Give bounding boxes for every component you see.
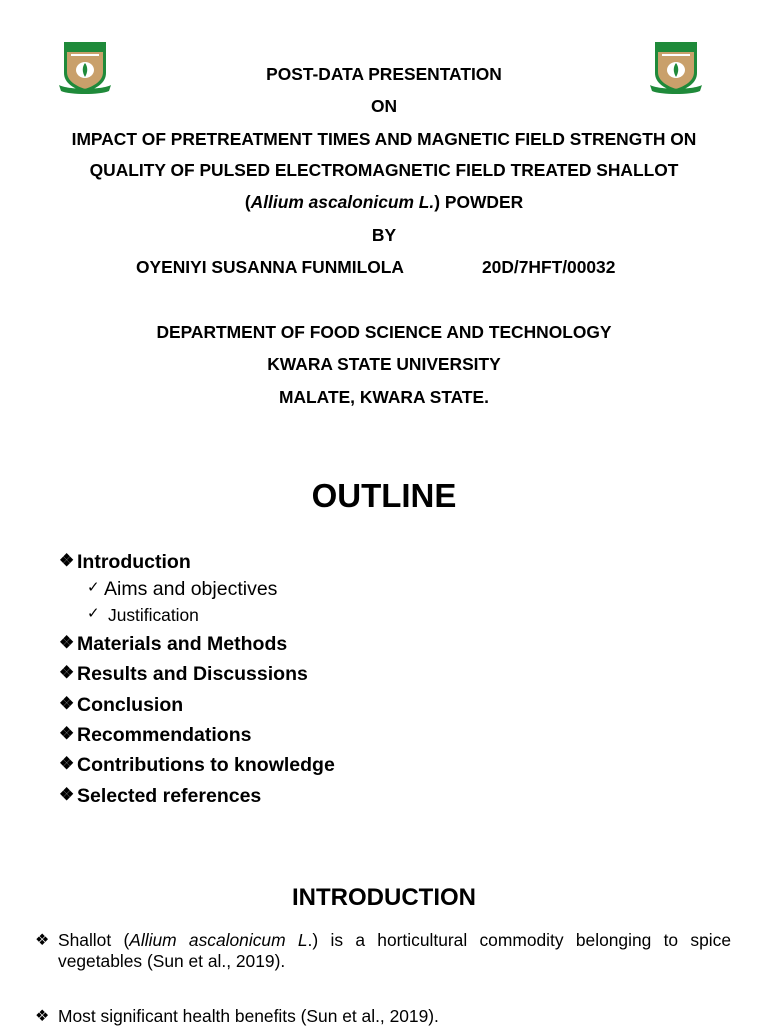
checkmark-icon: ✓ bbox=[87, 605, 100, 622]
outline-item-recommendations: ❖ Recommendations bbox=[59, 724, 252, 746]
diamond-bullet-icon: ❖ bbox=[35, 932, 50, 949]
outline-heading: OUTLINE bbox=[311, 477, 457, 514]
outline-item-materials: ❖ Materials and Methods bbox=[59, 633, 288, 655]
checkmark-icon: ✓ bbox=[87, 579, 100, 596]
project-title-line-2: QUALITY OF PULSED ELECTROMAGNETIC FIELD TREATED SHALLOT bbox=[89, 160, 679, 180]
title-on: ON bbox=[370, 96, 398, 116]
diamond-bullet-icon: ❖ bbox=[59, 633, 75, 652]
outline-item-results: ❖ Results and Discussions bbox=[59, 663, 308, 685]
diamond-bullet-icon: ❖ bbox=[59, 724, 75, 743]
intro-paragraph-2: ❖ Most significant health benefits (Sun et al., 2019). bbox=[35, 1006, 439, 1026]
outline-subitem-aims: ✓ Aims and objectives bbox=[87, 578, 278, 600]
outline-item-references: ❖ Selected references bbox=[59, 785, 262, 807]
diamond-bullet-icon: ❖ bbox=[35, 1008, 50, 1025]
diamond-bullet-icon: ❖ bbox=[59, 754, 75, 773]
diamond-bullet-icon: ❖ bbox=[59, 551, 75, 570]
species-name: Allium ascalonicum L bbox=[129, 930, 308, 950]
intro-paragraph-1: ❖ Shallot (Allium ascalonicum L.) is a horticultural commodity belonging to spice vegetables (Sun et al., 2019). bbox=[35, 930, 731, 971]
outline-item-conclusion: ❖ Conclusion bbox=[59, 694, 184, 716]
matric-number: 20D/7HFT/00032 bbox=[482, 257, 616, 277]
presentation-type: POST-DATA PRESENTATION bbox=[266, 64, 502, 84]
diamond-bullet-icon: ❖ bbox=[59, 785, 75, 804]
introduction-heading: INTRODUCTION bbox=[292, 884, 476, 911]
outline-subitem-justification: ✓ Justification bbox=[87, 605, 199, 625]
diamond-bullet-icon: ❖ bbox=[59, 663, 75, 682]
outline-item-introduction: ❖ Introduction bbox=[59, 551, 191, 573]
university-location: MALATE, KWARA STATE. bbox=[279, 387, 489, 407]
title-by: BY bbox=[371, 225, 397, 245]
diamond-bullet-icon: ❖ bbox=[59, 694, 75, 713]
project-title-line-3: (Allium ascalonicum L.) POWDER bbox=[244, 192, 524, 212]
author-name: OYENIYI SUSANNA FUNMILOLA bbox=[136, 257, 404, 277]
project-title-line-1: IMPACT OF PRETREATMENT TIMES AND MAGNETIC FIELD STRENGTH ON bbox=[71, 129, 697, 149]
outline-item-contributions: ❖ Contributions to knowledge bbox=[59, 754, 335, 776]
university-name: KWARA STATE UNIVERSITY bbox=[267, 354, 501, 374]
species-name: Allium ascalonicum L. bbox=[250, 192, 435, 212]
department-name: DEPARTMENT OF FOOD SCIENCE AND TECHNOLOGY bbox=[156, 322, 612, 342]
